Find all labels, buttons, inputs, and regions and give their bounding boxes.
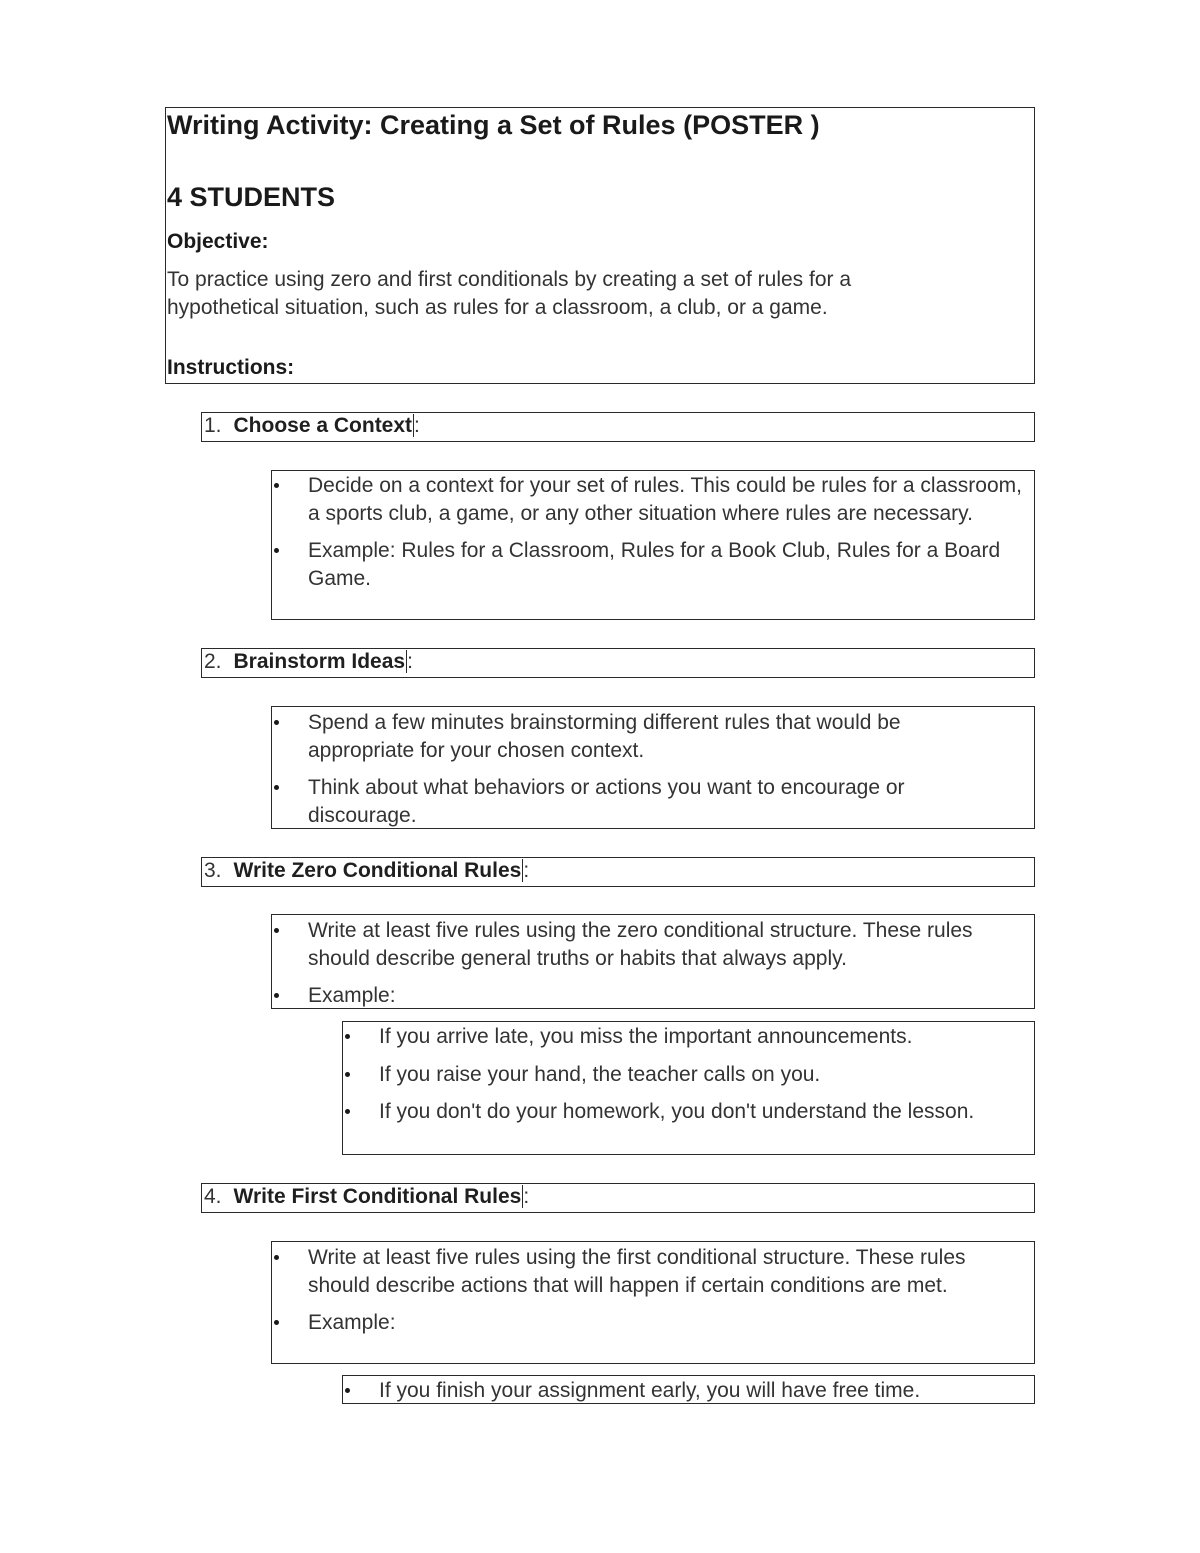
step-4-heading-line bbox=[204, 1185, 529, 1209]
step-4-colon: : bbox=[523, 1185, 530, 1208]
objective-label: Objective: bbox=[167, 230, 269, 253]
step-4-number: 4. bbox=[204, 1185, 222, 1208]
step-4-example-list bbox=[343, 1377, 1023, 1415]
step-1-number: 1. bbox=[204, 414, 222, 437]
students-heading: 4 STUDENTS bbox=[167, 182, 336, 212]
document-title: Writing Activity: Creating a Set of Rules (POSTER ) bbox=[167, 110, 820, 140]
list-item: Think about what behaviors or actions you want to encourage or discourage. bbox=[272, 774, 972, 829]
step-4-bullet-list bbox=[272, 1244, 1032, 1347]
step-2-colon: : bbox=[407, 650, 413, 673]
list-item: Write at least five rules using the first conditional structure. These rules should describe actions that will happen if certain conditions are met. bbox=[272, 1244, 1032, 1299]
list-item: Write at least five rules using the zero conditional structure. These rules should describe general truths or habits that always apply. bbox=[272, 917, 992, 972]
step-2-bullet-list bbox=[272, 709, 972, 839]
list-item: Example: bbox=[272, 982, 992, 1010]
step-3-example-list bbox=[343, 1023, 993, 1136]
list-item: Example: Rules for a Classroom, Rules for a Book Club, Rules for a Board Game. bbox=[272, 537, 1032, 592]
step-3-heading-line bbox=[204, 859, 529, 883]
list-item: Example: bbox=[272, 1309, 1032, 1337]
objective-text: To practice using zero and first conditionals by creating a set of rules for a hypothetical situation, such as rules for a classroom, a club, or a game. bbox=[167, 268, 852, 319]
list-item: Spend a few minutes brainstorming different rules that would be appropriate for your chosen context. bbox=[272, 709, 972, 764]
step-1-heading-line bbox=[204, 414, 420, 438]
step-1-title: Choose a Context bbox=[233, 414, 413, 437]
list-item: If you don't do your homework, you don't understand the lesson. bbox=[343, 1098, 993, 1126]
step-3-colon: : bbox=[523, 859, 530, 882]
step-1-colon: : bbox=[414, 414, 420, 437]
instructions-label: Instructions: bbox=[167, 356, 295, 379]
step-2-title: Brainstorm Ideas bbox=[233, 650, 406, 673]
step-2-number: 2. bbox=[204, 650, 222, 673]
step-3-title: Write Zero Conditional Rules bbox=[233, 859, 522, 882]
step-3-number: 3. bbox=[204, 859, 222, 882]
step-3-bullet-list bbox=[272, 917, 992, 1020]
list-item: If you raise your hand, the teacher calls on you. bbox=[343, 1061, 993, 1089]
list-item: Decide on a context for your set of rules. This could be rules for a classroom, a sports club, a game, or any other situation where rules are necessary. bbox=[272, 472, 1032, 527]
list-item: If you arrive late, you miss the important announcements. bbox=[343, 1023, 993, 1051]
header-section bbox=[165, 107, 1035, 384]
step-1-bullet-list bbox=[272, 472, 1032, 602]
step-4-title: Write First Conditional Rules bbox=[233, 1185, 522, 1208]
list-item: If you finish your assignment early, you will have free time. bbox=[343, 1377, 1023, 1405]
step-2-heading-line bbox=[204, 650, 413, 674]
